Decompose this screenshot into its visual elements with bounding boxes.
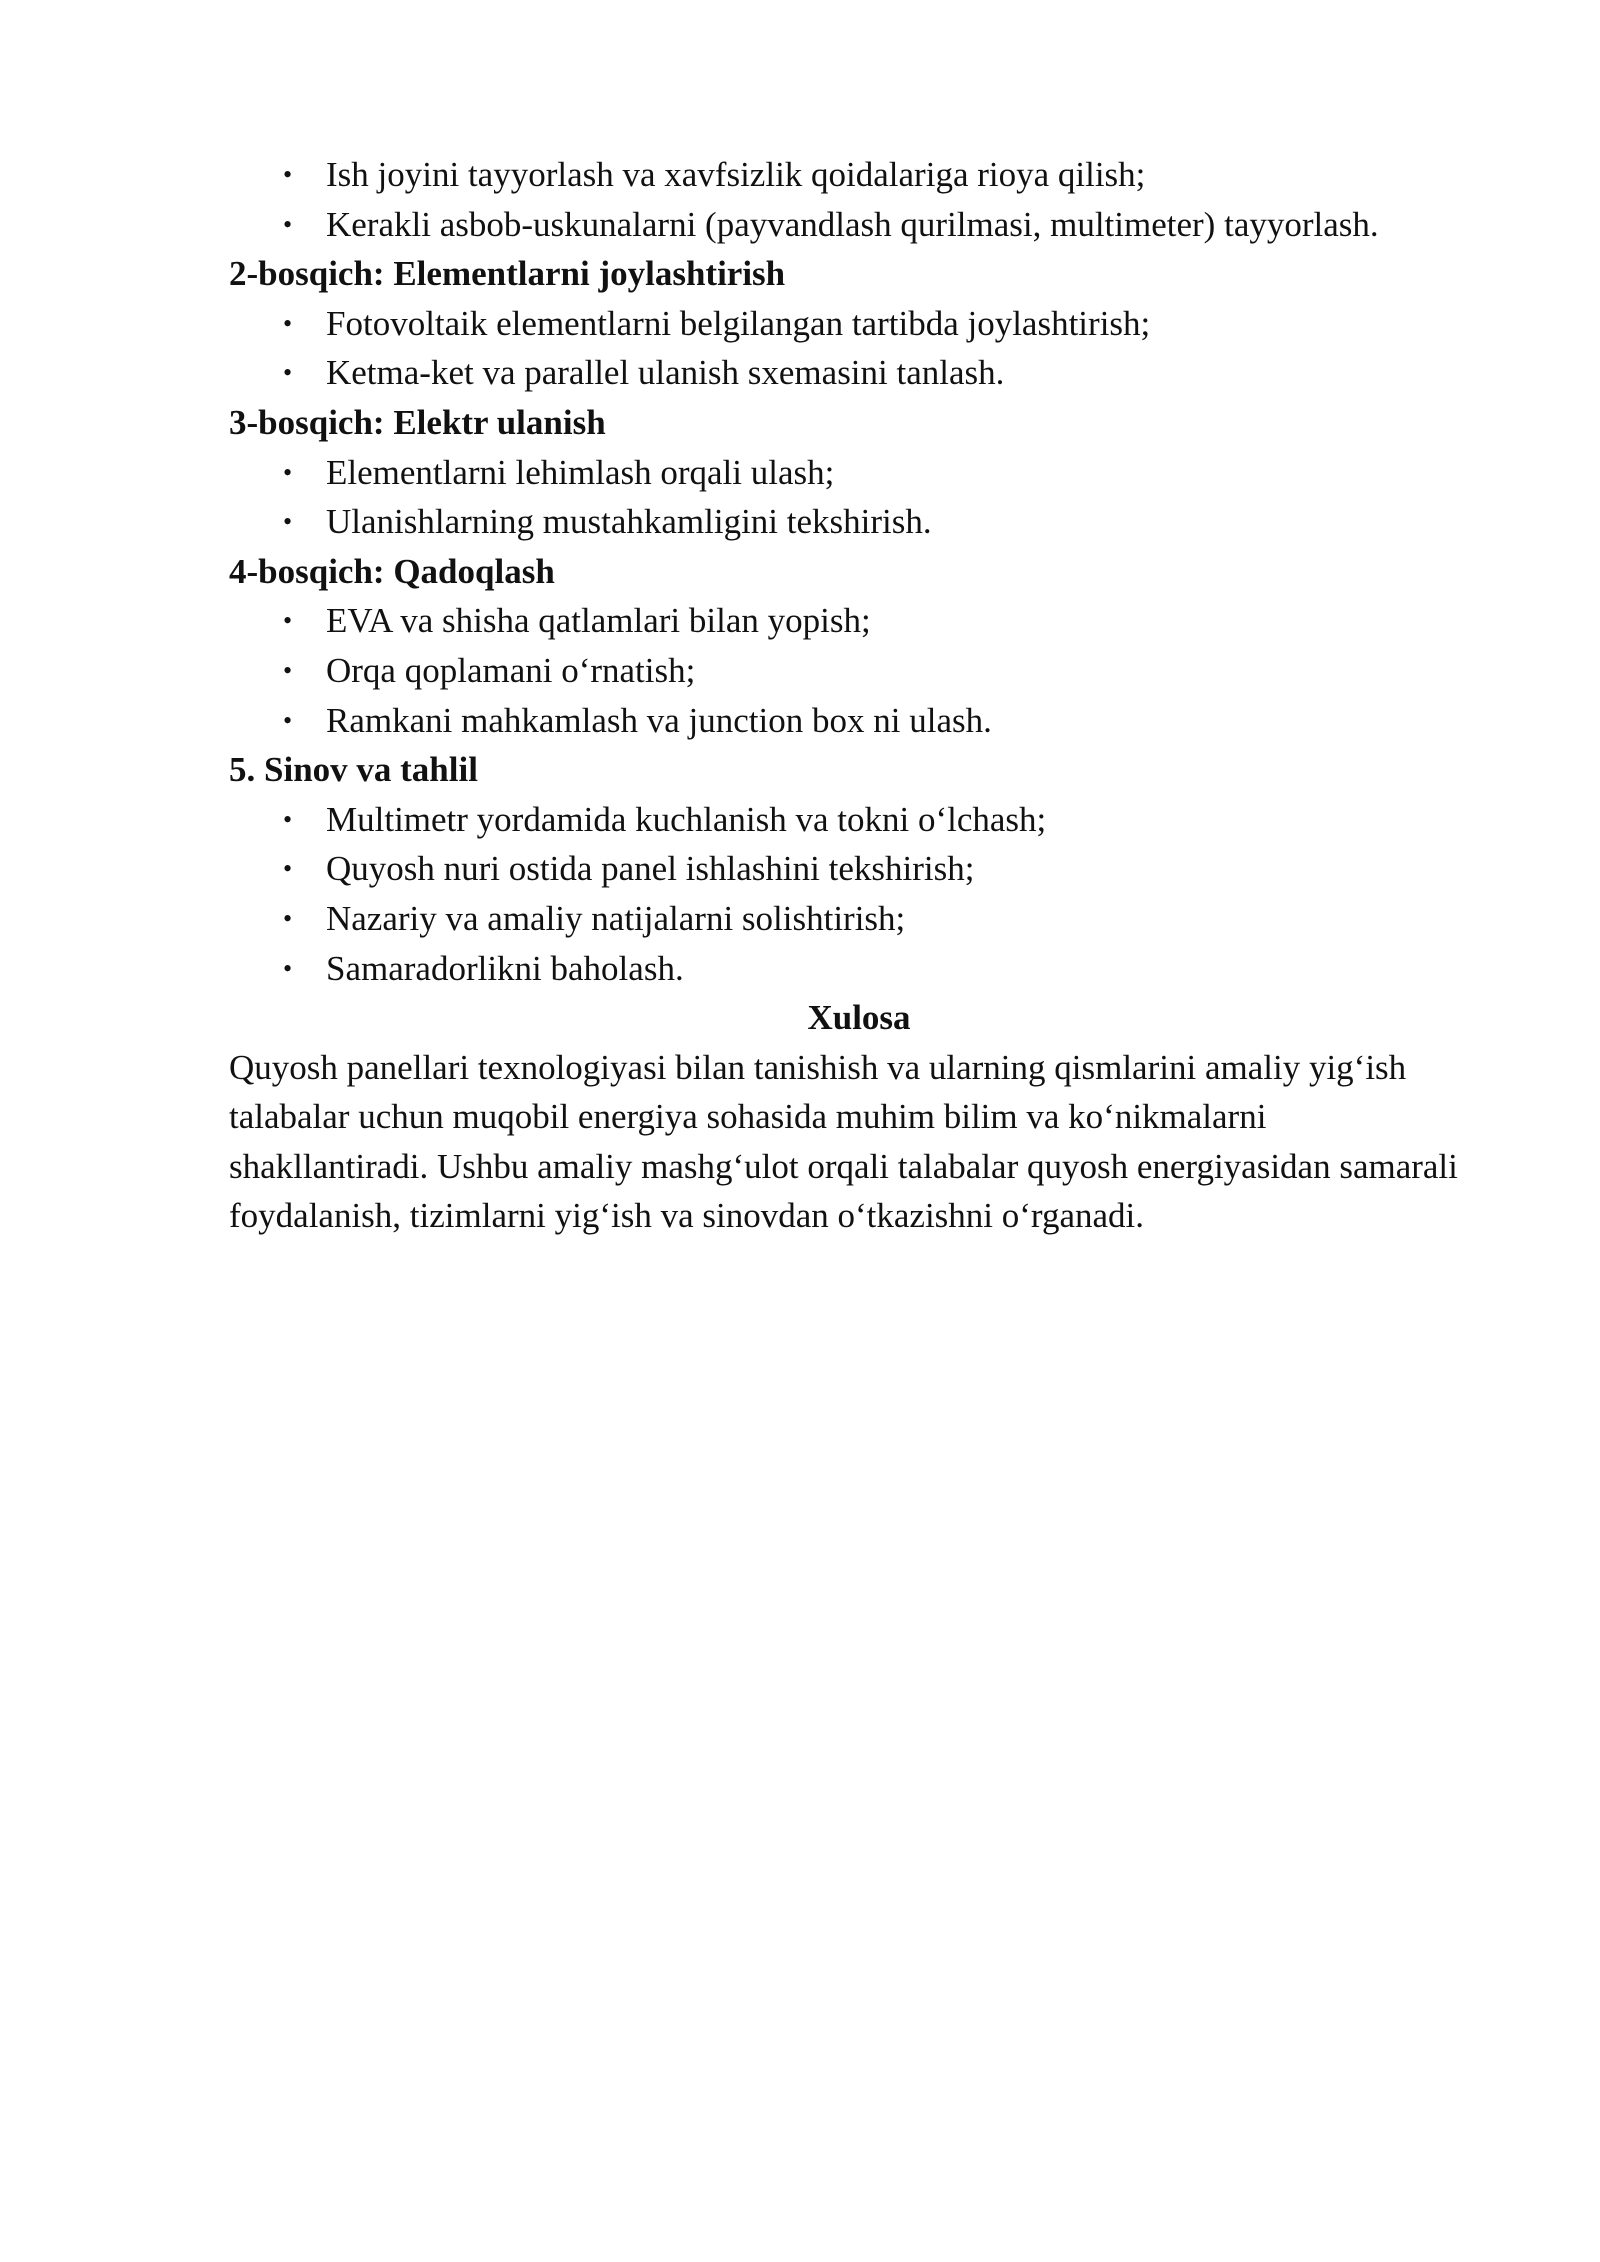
list-item xyxy=(229,844,1469,894)
list-item xyxy=(229,348,1469,398)
bullet-icon: • xyxy=(283,705,293,735)
bullet-icon: • xyxy=(283,160,293,189)
bullet-icon: • xyxy=(283,358,293,388)
list-item-text: Ramkani mahkamlash va junction box ni ulash. xyxy=(326,700,992,740)
step2-list xyxy=(229,299,1469,398)
list-item-text: Quyosh nuri ostida panel ishlashini tekshirish; xyxy=(326,849,975,889)
list-item xyxy=(229,150,1469,200)
step5-heading: 5. Sinov va tahlil xyxy=(229,750,478,790)
list-item xyxy=(229,696,1469,746)
bullet-icon: • xyxy=(283,903,293,933)
conclusion-paragraph: Quyosh panellari texnologiyasi bilan tanishish va ularning qismlarini amaliy yig‘ish talabalar uchun muqobil energiya sohasida muhim bilim va ko‘nikmalarni shakllantiradi. Ushbu amaliy mashg‘ulot orqali talabalar quyosh energiyasidan samarali foydalanish, tizimlarni yig‘ish va sinovdan o‘tkazishni o‘rganadi. xyxy=(229,1047,1458,1236)
step3-list xyxy=(229,448,1469,547)
bullet-icon: • xyxy=(283,854,293,884)
list-item-text: Fotovoltaik elementlarni belgilangan tartibda joylashtirish; xyxy=(326,303,1151,343)
list-item xyxy=(229,894,1469,944)
list-item xyxy=(229,299,1469,349)
bullet-icon: • xyxy=(283,308,293,338)
list-item-text: Ulanishlarning mustahkamligini tekshirish. xyxy=(326,502,932,542)
bullet-icon: • xyxy=(283,209,293,239)
list-item-text: Samaradorlikni baholash. xyxy=(326,948,684,988)
conclusion-heading: Xulosa xyxy=(807,998,911,1038)
list-item xyxy=(229,944,1469,994)
document-page xyxy=(229,150,1469,1241)
intro-list xyxy=(229,150,1469,249)
step4-list xyxy=(229,596,1469,745)
list-item-text: Nazariy va amaliy natijalarni solishtirish; xyxy=(326,898,906,938)
bullet-icon: • xyxy=(283,606,293,636)
list-item xyxy=(229,448,1469,498)
bullet-icon: • xyxy=(283,507,293,537)
bullet-icon: • xyxy=(283,953,293,983)
list-item-text: EVA va shisha qatlamlari bilan yopish; xyxy=(326,601,871,641)
step5-list xyxy=(229,795,1469,993)
list-item-text: Ish joyini tayyorlash va xavfsizlik qoidalariga rioya qilish; xyxy=(326,155,1146,194)
step2-heading: 2-bosqich: Elementlarni joylashtirish xyxy=(229,254,786,294)
list-item-text: Elementlarni lehimlash orqali ulash; xyxy=(326,452,835,492)
list-item-text: Ketma-ket va parallel ulanish sxemasini tanlash. xyxy=(326,353,1005,393)
list-item xyxy=(229,596,1469,646)
list-item xyxy=(229,497,1469,547)
list-item xyxy=(229,795,1469,845)
bullet-icon: • xyxy=(283,457,293,487)
list-item xyxy=(229,646,1469,696)
step3-heading: 3-bosqich: Elektr ulanish xyxy=(229,402,606,442)
bullet-icon: • xyxy=(283,804,293,834)
list-item-text: Orqa qoplamani o‘rnatish; xyxy=(326,650,696,690)
list-item-text: Kerakli asbob-uskunalarni (payvandlash qurilmasi, multimeter) tayyorlash. xyxy=(326,204,1379,244)
list-item-text: Multimetr yordamida kuchlanish va tokni o‘lchash; xyxy=(326,799,1047,839)
step4-heading: 4-bosqich: Qadoqlash xyxy=(229,551,555,591)
bullet-icon: • xyxy=(283,655,293,685)
list-item xyxy=(229,200,1469,250)
